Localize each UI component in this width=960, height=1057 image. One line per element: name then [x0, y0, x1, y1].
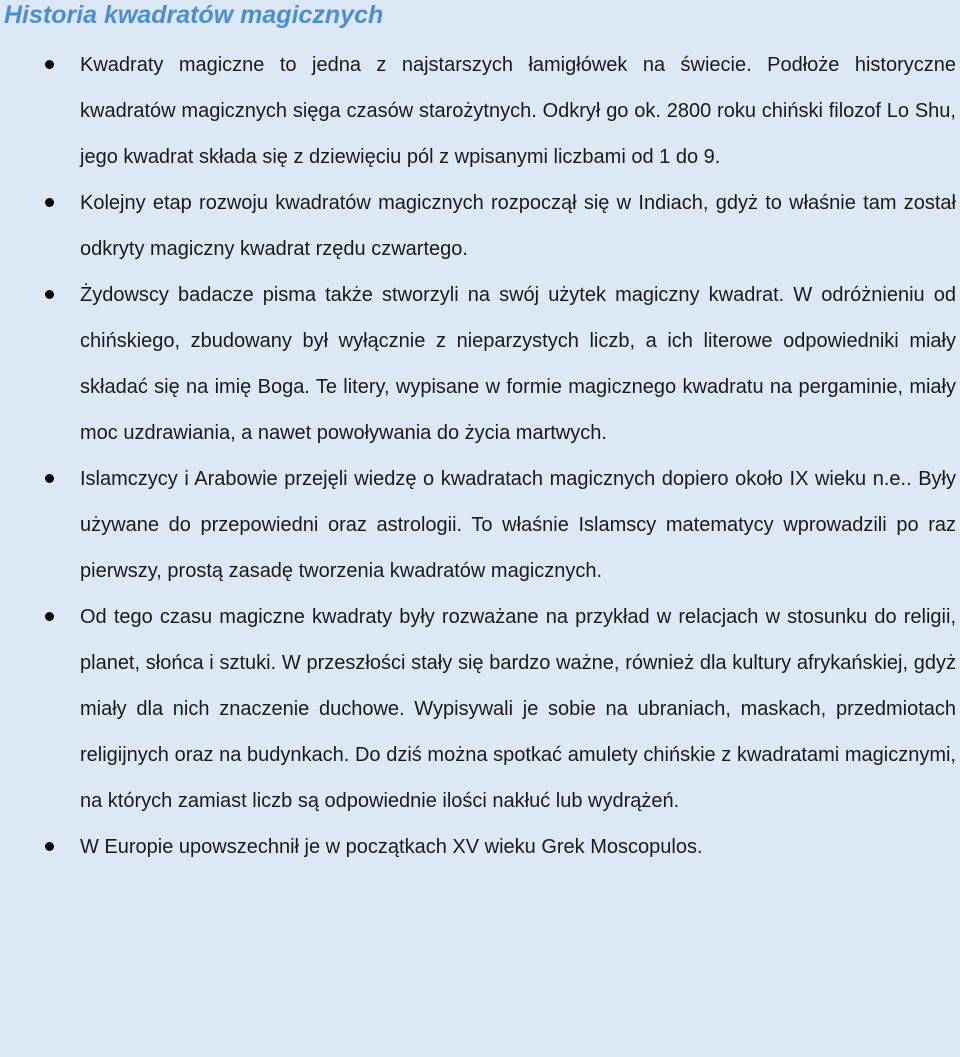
bullet-item	[0, 272, 960, 456]
bullet-dot-icon	[45, 612, 54, 621]
bullet-dot-icon	[45, 842, 54, 851]
bullet-dot-icon	[45, 60, 54, 69]
bullet-text: Islamczycy i Arabowie przejęli wiedzę o kwadratach magicznych dopiero około IX wieku n.e.. Były używane do przepowiedni oraz astrologii. To właśnie Islamscy matematycy wprowadzili po raz pierwszy, prostą zasadę tworzenia kwadratów magicznych.	[80, 468, 956, 582]
document-title: Historia kwadratów magicznych	[4, 1, 384, 29]
bullet-text: Żydowscy badacze pisma także stworzyli na swój użytek magiczny kwadrat. W odróżnieniu od chińskiego, zbudowany był wyłącznie z nieparzystych liczb, a ich literowe odpowiedniki miały składać się na imię Boga. Te litery, wypisane w formie magicznego kwadratu na pergaminie, miały moc uzdrawiania, a nawet powoływania do życia martwych.	[80, 284, 956, 444]
bullet-text: Kwadraty magiczne to jedna z najstarszych łamigłówek na świecie. Podłoże historyczne kwadratów magicznych sięga czasów starożytnych. Odkrył go ok. 2800 roku chiński filozof Lo Shu, jego kwadrat składa się z dziewięciu pól z wpisanymi liczbami od 1 do 9.	[80, 54, 956, 168]
bullet-dot-icon	[45, 290, 54, 299]
bullet-item	[0, 180, 960, 272]
bullet-dot-icon	[45, 198, 54, 207]
bullet-item	[0, 456, 960, 594]
bullet-list	[0, 42, 960, 870]
bullet-item	[0, 594, 960, 824]
bullet-text: Od tego czasu magiczne kwadraty były rozważane na przykład w relacjach w stosunku do religii, planet, słońca i sztuki. W przeszłości stały się bardzo ważne, również dla kultury afrykańskiej, gdyż miały dla nich znaczenie duchowe. Wypisywali je sobie na ubraniach, maskach, przedmiotach religijnych oraz na budynkach. Do dziś można spotkać amulety chińskie z kwadratami magicznymi, na których zamiast liczb są odpowiednie ilości nakłuć lub wydrążeń.	[80, 606, 956, 812]
bullet-item	[0, 824, 960, 870]
bullet-text: W Europie upowszechnił je w początkach XV wieku Grek Moscopulos.	[80, 836, 703, 858]
bullet-item	[0, 42, 960, 180]
bullet-text: Kolejny etap rozwoju kwadratów magicznych rozpoczął się w Indiach, gdyż to właśnie tam został odkryty magiczny kwadrat rzędu czwartego.	[80, 192, 956, 260]
bullet-dot-icon	[45, 474, 54, 483]
